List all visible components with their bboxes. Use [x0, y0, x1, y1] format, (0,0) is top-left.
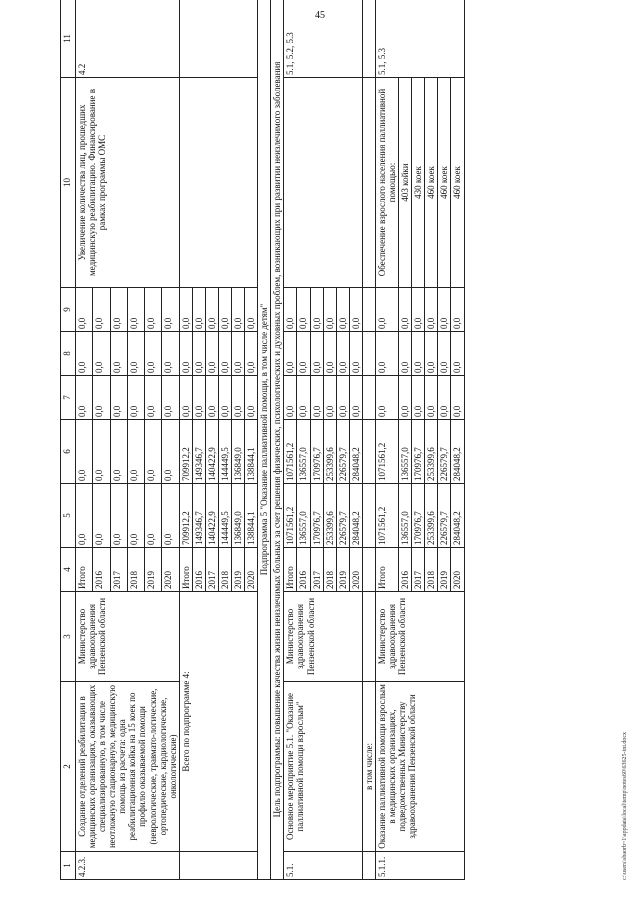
year-cell: 2016: [192, 548, 205, 592]
year-cell: 2020: [245, 548, 258, 592]
result-bed-count: 403 койки: [399, 78, 412, 288]
table-row: [375, 0, 398, 880]
empty-cell: [284, 78, 362, 288]
value-cell: 284048,2: [451, 420, 464, 484]
indicator-ref: 5.1, 5.2, 5.3: [284, 0, 362, 78]
value-cell: 0,0: [162, 288, 179, 332]
year-cell: 2018: [219, 548, 232, 592]
measure-name: Создание отделений реабилитации в медицинских организациях, оказывающих специализированную, в том числе неотложную стационарную, медицинскую помощь из расчета: одна реабилитационная койка на 15 коек по профилю оказываемой помощи (неврологические, травмато-логические, ортопедические, кардиологические, онкологические): [76, 682, 180, 852]
value-cell: 0,0: [349, 376, 362, 420]
value-cell: 0,0: [179, 332, 192, 376]
row-number: 5.1.1.: [375, 852, 464, 880]
empty-cell: [362, 332, 375, 376]
value-cell: 226579,7: [438, 420, 451, 484]
year-cell: Итого: [76, 548, 93, 592]
value-cell: 0,0: [438, 332, 451, 376]
value-cell: 136557,0: [399, 484, 412, 548]
value-cell: 253399,6: [425, 484, 438, 548]
value-cell: 284048,2: [349, 420, 362, 484]
value-cell: 0,0: [93, 332, 110, 376]
value-cell: 0,0: [375, 332, 398, 376]
value-cell: 0,0: [232, 288, 245, 332]
year-cell: 2016: [93, 548, 110, 592]
value-cell: 140422,9: [205, 484, 218, 548]
value-cell: 1071561,2: [284, 420, 297, 484]
section-row: [271, 0, 284, 880]
header-row: [61, 0, 76, 880]
value-cell: 253399,6: [323, 484, 336, 548]
value-cell: 0,0: [219, 376, 232, 420]
header-cell: 7: [61, 376, 76, 420]
value-cell: 0,0: [127, 376, 144, 420]
value-cell: 0,0: [310, 376, 323, 420]
value-cell: 226579,7: [336, 420, 349, 484]
table-row: [179, 0, 192, 880]
value-cell: 0,0: [127, 332, 144, 376]
value-cell: 138844,1: [245, 484, 258, 548]
value-cell: 136849,0: [232, 484, 245, 548]
year-cell: 2020: [349, 548, 362, 592]
empty-cell: [362, 420, 375, 484]
value-cell: 0,0: [76, 332, 93, 376]
value-cell: 0,0: [93, 420, 110, 484]
value-cell: 0,0: [284, 288, 297, 332]
value-cell: 0,0: [438, 376, 451, 420]
measure-name: Основное мероприятие 5.1. "Оказание паллиативной помощи взрослым": [284, 682, 362, 852]
value-cell: 136557,0: [399, 420, 412, 484]
value-cell: 0,0: [284, 332, 297, 376]
value-cell: 0,0: [145, 332, 162, 376]
value-cell: 253399,6: [323, 420, 336, 484]
value-cell: 138844,1: [245, 420, 258, 484]
year-cell: Итого: [375, 548, 398, 592]
value-cell: 0,0: [297, 288, 310, 332]
value-cell: 0,0: [162, 376, 179, 420]
value-cell: 0,0: [245, 332, 258, 376]
year-cell: 2016: [297, 548, 310, 592]
value-cell: 709912,2: [179, 484, 192, 548]
value-cell: 0,0: [349, 288, 362, 332]
value-cell: 0,0: [323, 332, 336, 376]
result-bed-count: 460 коек: [438, 78, 451, 288]
value-cell: 0,0: [205, 288, 218, 332]
empty-cell: [362, 592, 375, 682]
indicator-ref: 4.2: [76, 0, 180, 78]
value-cell: 140422,9: [205, 420, 218, 484]
value-cell: 0,0: [110, 332, 127, 376]
value-cell: 0,0: [323, 288, 336, 332]
value-cell: 0,0: [93, 484, 110, 548]
value-cell: 0,0: [310, 288, 323, 332]
value-cell: 0,0: [162, 484, 179, 548]
value-cell: 0,0: [76, 288, 93, 332]
value-cell: 0,0: [245, 376, 258, 420]
value-cell: 0,0: [438, 288, 451, 332]
page-number: 45: [315, 10, 325, 21]
executor: Министерство здравоохранения Пензенской области: [76, 592, 180, 682]
value-cell: 0,0: [232, 332, 245, 376]
rotated-sheet: [60, 0, 628, 880]
header-cell: 6: [61, 420, 76, 484]
empty-cell: [179, 0, 257, 78]
empty-cell: [362, 0, 375, 78]
value-cell: 0,0: [297, 376, 310, 420]
value-cell: 0,0: [399, 332, 412, 376]
year-cell: 2018: [127, 548, 144, 592]
value-cell: 0,0: [179, 376, 192, 420]
value-cell: 0,0: [162, 420, 179, 484]
value-cell: 0,0: [145, 288, 162, 332]
value-cell: 0,0: [336, 332, 349, 376]
value-cell: 0,0: [425, 332, 438, 376]
value-cell: 0,0: [110, 420, 127, 484]
value-cell: 0,0: [110, 288, 127, 332]
value-cell: 284048,2: [349, 484, 362, 548]
value-cell: 170976,7: [310, 484, 323, 548]
value-cell: 0,0: [93, 288, 110, 332]
empty-cell: [179, 78, 257, 288]
value-cell: 136557,0: [297, 420, 310, 484]
value-cell: 0,0: [145, 420, 162, 484]
year-cell: 2020: [162, 548, 179, 592]
value-cell: 0,0: [412, 376, 425, 420]
result-bed-count: 430 коек: [412, 78, 425, 288]
value-cell: 0,0: [451, 288, 464, 332]
value-cell: 1071561,2: [375, 420, 398, 484]
value-cell: 144449,5: [219, 484, 232, 548]
value-cell: 0,0: [310, 332, 323, 376]
value-cell: 0,0: [205, 376, 218, 420]
value-cell: 709912,2: [179, 420, 192, 484]
value-cell: 0,0: [76, 484, 93, 548]
year-cell: 2017: [412, 548, 425, 592]
empty-cell: [362, 484, 375, 548]
header-cell: 8: [61, 332, 76, 376]
value-cell: 0,0: [245, 288, 258, 332]
value-cell: 253399,6: [425, 420, 438, 484]
header-cell: 5: [61, 484, 76, 548]
value-cell: 170976,7: [310, 420, 323, 484]
value-cell: 0,0: [219, 332, 232, 376]
file-path-footer: c:\users\sbaorb~1\appdata\local\temp\notes60\63625-ini.docx: [622, 731, 628, 880]
header-cell: 10: [61, 78, 76, 288]
value-cell: 0,0: [336, 376, 349, 420]
value-cell: 0,0: [76, 376, 93, 420]
value-cell: 0,0: [399, 288, 412, 332]
value-cell: 0,0: [375, 376, 398, 420]
year-cell: 2020: [451, 548, 464, 592]
header-cell: 4: [61, 548, 76, 592]
value-cell: 0,0: [162, 332, 179, 376]
value-cell: 0,0: [145, 376, 162, 420]
value-cell: 1071561,2: [375, 484, 398, 548]
value-cell: 0,0: [297, 332, 310, 376]
year-cell: 2017: [110, 548, 127, 592]
header-cell: 3: [61, 592, 76, 682]
value-cell: 144449,5: [219, 420, 232, 484]
value-cell: 0,0: [336, 288, 349, 332]
indicator-ref: 5.1, 5.3: [375, 0, 464, 78]
value-cell: 0,0: [192, 288, 205, 332]
value-cell: 1071561,2: [284, 484, 297, 548]
empty-cell: [179, 852, 257, 880]
executor: Министерство здравоохранения Пензенской области: [284, 592, 362, 682]
year-cell: 2018: [425, 548, 438, 592]
year-cell: 2019: [336, 548, 349, 592]
value-cell: 0,0: [349, 332, 362, 376]
including-label: в том числе:: [362, 682, 375, 852]
value-cell: 0,0: [284, 376, 297, 420]
row-number: 4.2.3.: [76, 852, 180, 880]
year-cell: 2019: [438, 548, 451, 592]
value-cell: 170976,7: [412, 420, 425, 484]
value-cell: 0,0: [127, 420, 144, 484]
result-bed-count: 460 коек: [425, 78, 438, 288]
value-cell: 0,0: [219, 288, 232, 332]
header-cell: 1: [61, 852, 76, 880]
year-cell: 2019: [232, 548, 245, 592]
row-number: 5.1.: [284, 852, 362, 880]
measure-name: Оказание паллиативной помощи взрослым в медицинских организациях, подведомственных Министерству здравоохранения Пензенской области: [375, 682, 464, 852]
value-cell: 0,0: [425, 288, 438, 332]
empty-cell: [362, 376, 375, 420]
value-cell: 0,0: [127, 288, 144, 332]
year-cell: 2017: [310, 548, 323, 592]
value-cell: 136849,0: [232, 420, 245, 484]
value-cell: 0,0: [399, 376, 412, 420]
program-table: [60, 0, 465, 880]
value-cell: 149346,7: [192, 420, 205, 484]
value-cell: 0,0: [76, 420, 93, 484]
subprogram-title: Подпрограмма 5 "Оказание паллиативной помощи, в том числе детям": [258, 0, 271, 880]
expected-result: Обеспечение взрослого населения паллиативной помощью:: [375, 78, 398, 288]
empty-cell: [362, 852, 375, 880]
value-cell: 0,0: [205, 332, 218, 376]
subprogram-goal: Цель подпрограммы: повышение качества жизни неизлечимых больных за счет решения физических, психологических и духовных проблем, возникающих при развитии неизлечимого заболевания: [271, 0, 284, 880]
year-cell: Итого: [284, 548, 297, 592]
empty-cell: [362, 288, 375, 332]
value-cell: 284048,2: [451, 484, 464, 548]
expected-result: Увеличение количества лиц, прошедших медицинскую реабилитацию. Финансирование в рамках программы ОМС: [76, 78, 180, 288]
header-cell: 9: [61, 288, 76, 332]
empty-cell: [362, 78, 375, 288]
value-cell: 226579,7: [336, 484, 349, 548]
value-cell: 226579,7: [438, 484, 451, 548]
subprogram-total-label: Всего по подпрограмме 4:: [179, 592, 257, 852]
table-row: [362, 0, 375, 880]
value-cell: 0,0: [145, 484, 162, 548]
table-row: [76, 0, 93, 880]
value-cell: 0,0: [110, 376, 127, 420]
value-cell: 0,0: [192, 332, 205, 376]
value-cell: 0,0: [425, 376, 438, 420]
value-cell: 0,0: [412, 332, 425, 376]
value-cell: 0,0: [375, 288, 398, 332]
empty-cell: [362, 548, 375, 592]
year-cell: 2019: [145, 548, 162, 592]
value-cell: 0,0: [451, 376, 464, 420]
year-cell: 2016: [399, 548, 412, 592]
header-cell: 11: [61, 0, 76, 78]
year-cell: 2018: [323, 548, 336, 592]
year-cell: 2017: [205, 548, 218, 592]
value-cell: 0,0: [192, 376, 205, 420]
executor: Министерство здравоохранения Пензенской области: [375, 592, 464, 682]
value-cell: 0,0: [412, 288, 425, 332]
value-cell: 0,0: [451, 332, 464, 376]
value-cell: 0,0: [232, 376, 245, 420]
value-cell: 0,0: [323, 376, 336, 420]
value-cell: 136557,0: [297, 484, 310, 548]
value-cell: 0,0: [110, 484, 127, 548]
value-cell: 170976,7: [412, 484, 425, 548]
value-cell: 0,0: [127, 484, 144, 548]
value-cell: 0,0: [93, 376, 110, 420]
section-row: [258, 0, 271, 880]
value-cell: 0,0: [179, 288, 192, 332]
year-cell: Итого: [179, 548, 192, 592]
value-cell: 149346,7: [192, 484, 205, 548]
header-cell: 2: [61, 682, 76, 852]
result-bed-count: 460 коек: [451, 78, 464, 288]
table-row: [284, 0, 297, 880]
